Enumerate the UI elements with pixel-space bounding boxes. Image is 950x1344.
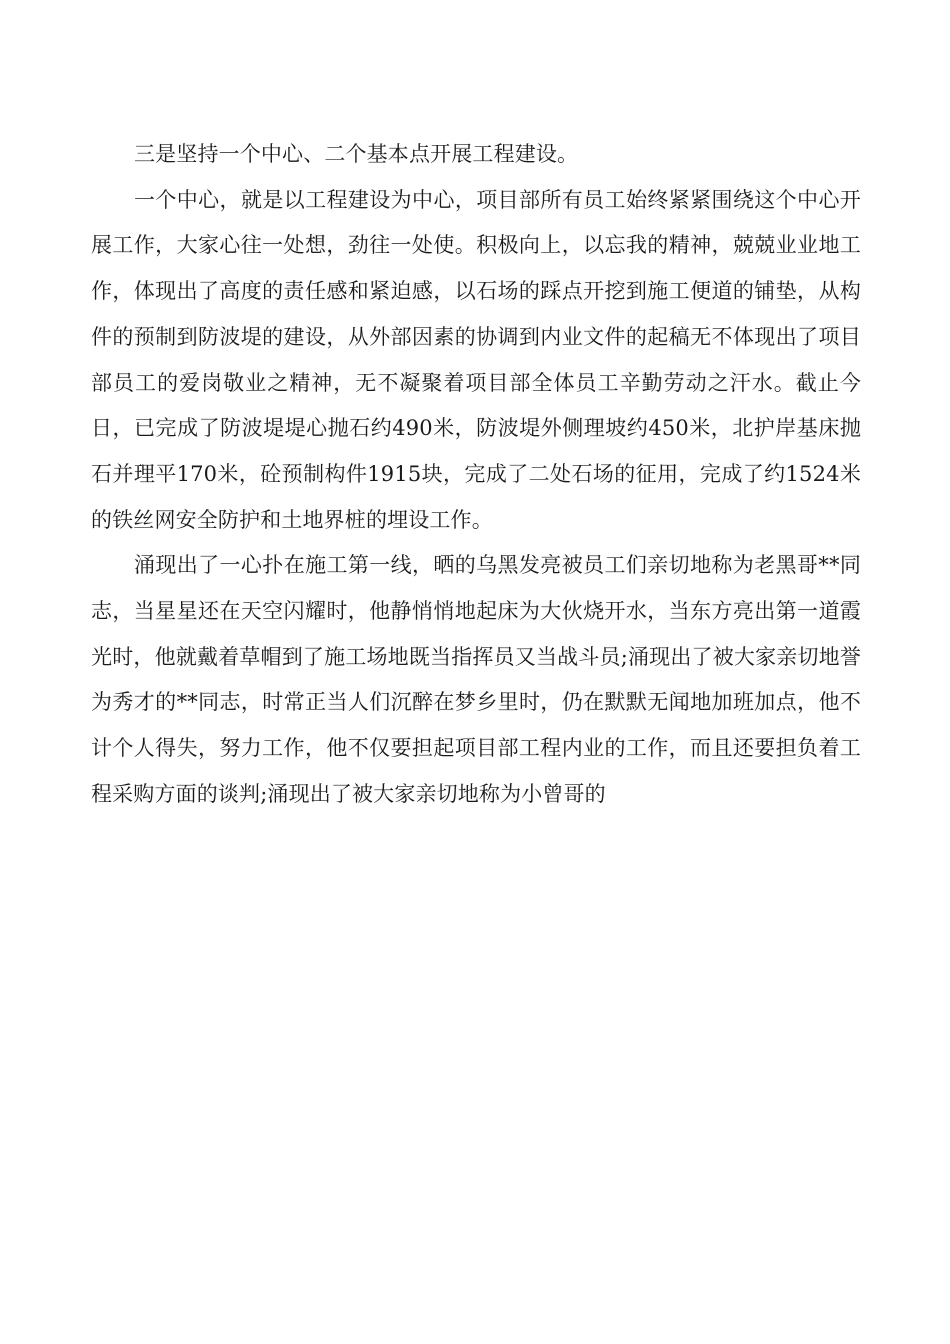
paragraph-3: 涌现出了一心扑在施工第一线，晒的乌黑发亮被员工们亲切地称为老黑哥**同志，当星星还在天空闪耀时，他静悄悄地起床为大伙烧开水，当东方亮出第一道霞光时，他就戴着草帽到了施工场地既当指挥员又当战斗员;涌现出了被大家亲切地誉为秀才的**同志，时常正当人们沉醉在梦乡里时，仍在默默无闻地加班加点，他不计个人得失，努力工作，他不仅要担起项目部工程内业的工作，而且还要担负着工程采购方面的谈判;涌现出了被大家亲切地称为小曾哥的 [91, 553, 861, 806]
paragraph-2: 一个中心，就是以工程建设为中心，项目部所有员工始终紧紧围绕这个中心开展工作，大家心往一处想，劲往一处使。积极向上，以忘我的精神，兢兢业业地工作，体现出了高度的责任感和紧迫感，以石场的踩点开挖到施工便道的铺垫，从构件的预制到防波堤的建设，从外部因素的协调到内业文件的起稿无不体现出了项目部员工的爱岗敬业之精神，无不凝聚着项目部全体员工辛勤劳动之汗水。截止今日，已完成了防波堤堤心抛石约490米，防波堤外侧理坡约450米，北护岸基床抛石并理平170米，砼预制构件1915块，完成了二处石场的征用，完成了约1524米的铁丝网安全防护和土地界桩的埋设工作。 [91, 187, 861, 532]
document-body [91, 132, 861, 818]
paragraph-1: 三是坚持一个中心、二个基本点开展工程建设。 [134, 142, 579, 166]
